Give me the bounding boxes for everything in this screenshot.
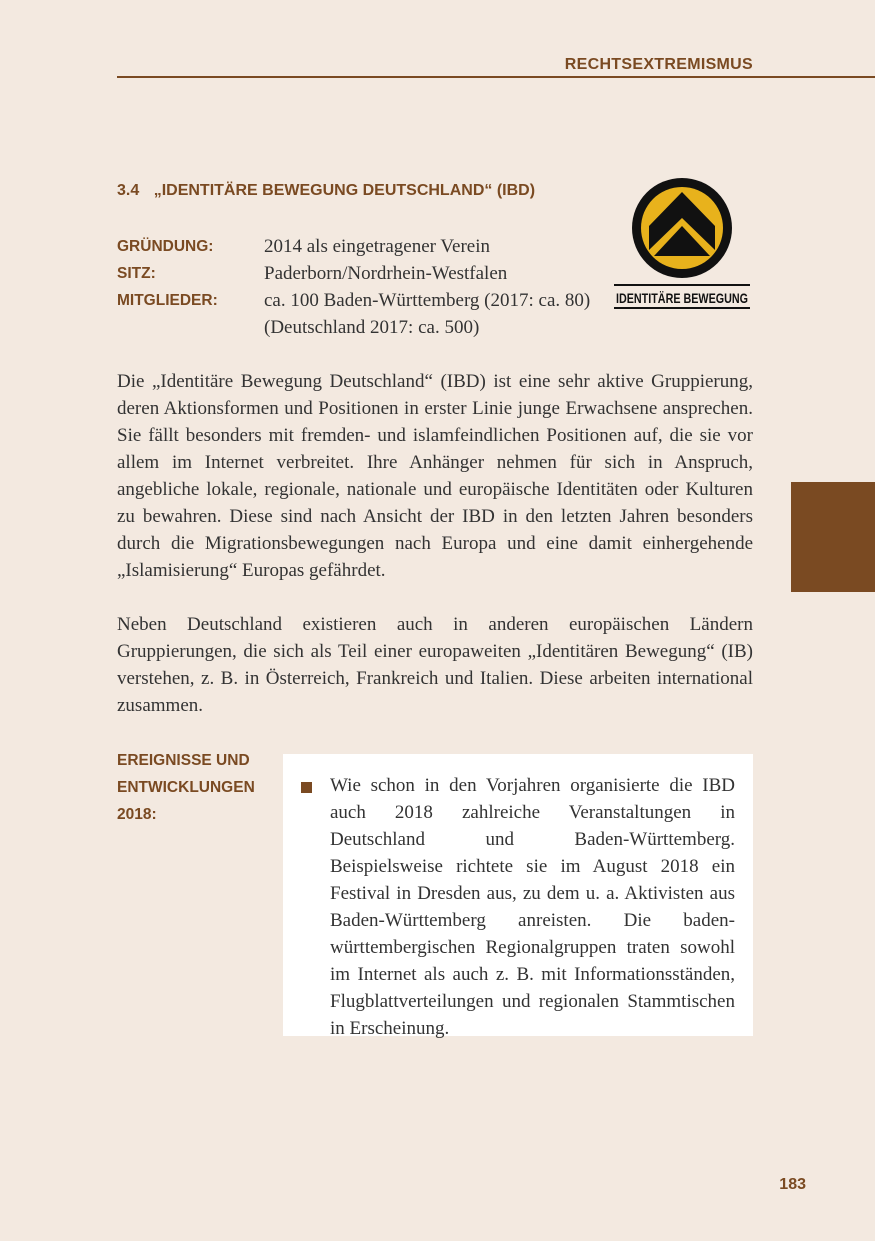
events-label xyxy=(117,747,277,828)
members-label: MITGLIEDER: xyxy=(117,292,218,309)
running-title: RECHTSEXTREMISMUS xyxy=(564,56,753,73)
seat-label: SITZ: xyxy=(117,265,156,282)
international-paragraph: Neben Deutschland existieren auch in anderen europäischen Ländern Gruppierungen, die sich als Teil einer europaweiten „Identitären Bewegung“ (IB) verstehen, z. B. in Österreich, Frankreich und Italien. Diese arbeiten international zusammen. xyxy=(117,614,753,716)
fact-row-members xyxy=(117,287,617,314)
list-item xyxy=(301,772,735,1042)
event-text: Wie schon in den Vorjahren organisierte die IBD auch 2018 zahlreiche Veranstaltungen in Deutschland und Baden-Württemberg. Beispielsweise richtete sie im August 2018 ein Festival in Dresden aus, zu dem u. a. Aktivisten aus Baden-Württemberg anreisten. Die baden-württembergischen Regionalgruppen traten sowohl im Internet als auch z. B. mit Informationsständen, Flugblattverteilungen und regionalen Stammtischen in Erscheinung. xyxy=(330,775,735,1039)
fact-row-founding xyxy=(117,233,617,260)
founding-label: GRÜNDUNG: xyxy=(117,238,214,255)
identitaere-bewegung-logo xyxy=(612,172,752,312)
running-header xyxy=(117,56,875,78)
intro-paragraph: Die „Identitäre Bewegung Deutschland“ (IBD) ist eine sehr aktive Gruppierung, deren Aktionsformen und Positionen in erster Linie junge Erwachsene ansprechen. Sie fällt besonders mit fremden- und islamfeindlichen Positionen auf, die sie vor allem im Internet verbreitet. Ihre Anhänger nehmen für sich in Anspruch, angebliche lokale, regionale, nationale und europäische Identitäten oder Kulturen zu bewahren. Diese sind nach Ansicht der IBD in den letzten Jahren besonders durch die Migrationsbewegungen nach Europa und eine damit einhergehende „Islamisierung“ Europas gefährdet. xyxy=(117,371,753,581)
logo-top-rule xyxy=(614,284,750,286)
logo-wordmark: IDENTITÄRE BEWEGUNG xyxy=(616,290,749,306)
section-heading xyxy=(117,182,535,200)
events-label-line: 2018: xyxy=(117,806,157,823)
events-label-line: EREIGNISSE UND xyxy=(117,752,250,769)
section-number: 3.4 xyxy=(117,182,140,199)
chapter-tab xyxy=(791,482,875,592)
section-title: „IDENTITÄRE BEWEGUNG DEUTSCHLAND“ (IBD) xyxy=(153,182,536,199)
fact-row-seat xyxy=(117,260,617,287)
page-number: 183 xyxy=(779,1176,806,1193)
members-value-national: (Deutschland 2017: ca. 500) xyxy=(264,317,480,338)
seat-value: Paderborn/Nordrhein-Westfalen xyxy=(264,263,508,284)
logo-bottom-rule xyxy=(614,307,750,309)
square-bullet-icon xyxy=(301,782,312,793)
members-value: ca. 100 Baden-Württemberg (2017: ca. 80) xyxy=(264,290,591,311)
founding-value: 2014 als eingetragener Verein xyxy=(264,236,490,257)
fact-row-members-national xyxy=(117,314,617,341)
events-label-line: ENTWICKLUNGEN xyxy=(117,779,255,796)
fact-sheet xyxy=(117,233,617,341)
events-box xyxy=(283,754,753,1039)
